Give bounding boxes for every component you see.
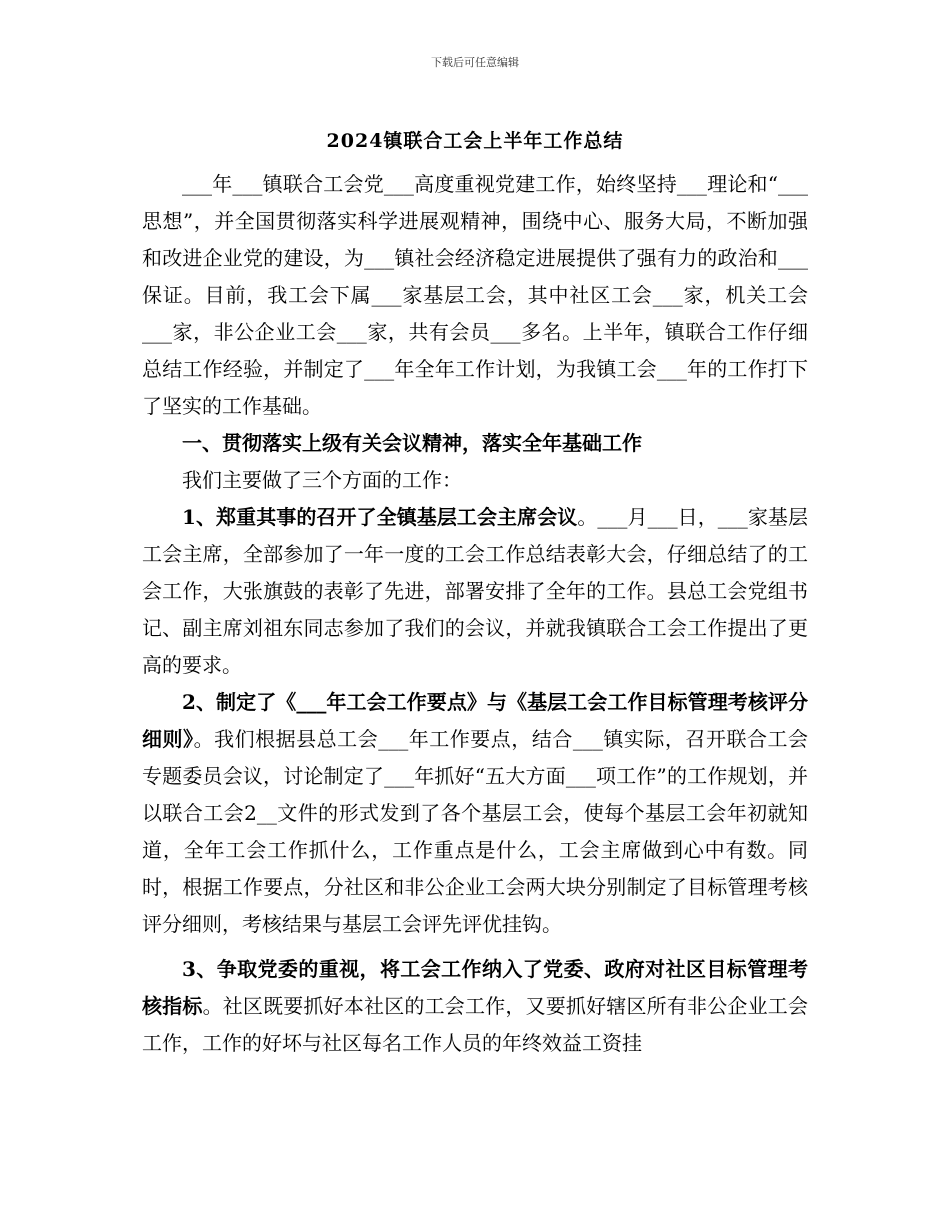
paragraph-item-2 (142, 684, 808, 943)
document-body (142, 166, 808, 1062)
paragraph-item-1 (142, 499, 808, 684)
item-2-text: 。我们根据县总工会___年工作要点，结合___镇实际，召开联合工会专题委员会议，讨论制定了___年抓好“五大方面___项工作”的工作规划，并以联合工会2__文件的形式发到了各个基层工会，使每个基层工会年初就知道，全年工会工作抓什么，工作重点是什么，工会主席做到心中有数。同时，根据工作要点，分社区和非公企业工会两大块分别制定了目标管理考核评分细则，考核结果与基层工会评先评优挂钩。 (142, 727, 809, 936)
section-heading-1: 一、贯彻落实上级有关会议精神，落实全年基础工作 (182, 431, 642, 455)
item-1-heading: 1、郑重其事的召开了全镇基层工会主席会议 (182, 505, 578, 529)
header-note: 下载后可任意编辑 (431, 56, 519, 69)
paragraph-overview: 我们主要做了三个方面的工作： (182, 468, 462, 492)
document-title: 2024镇联合工会上半年工作总结 (326, 130, 624, 152)
item-3-text: 。社区既要抓好本社区的工会工作，又要抓好辖区所有非公企业工会工作，工作的好坏与社区每名工作人员的年终效益工资挂 (142, 994, 808, 1055)
paragraph-intro: ___年___镇联合工会党___高度重视党建工作，始终坚持___理论和“___思想”，并全国贯彻落实科学进展观精神，围绕中心、服务大局，不断加强和改进企业党的建设，为___镇社会经济稳定进展提供了强有力的政治和___保证。目前，我工会下属___家基层工会，其中社区工会___家，机关工会___家，非公企业工会___家，共有会员___多名。上半年，镇联合工作仔细总结工作经验，并制定了___年全年工作计划，为我镇工会___年的工作打下了坚实的工作基础。 (142, 172, 808, 418)
item-1-text: 。___月___日，___家基层工会主席，全部参加了一年一度的工会工作总结表彰大会，仔细总结了的工会工作，大张旗鼓的表彰了先进，部署安排了全年的工作。县总工会党组书记、副主席刘祖东同志参加了我们的会议，并就我镇联合工会工作提出了更高的要求。 (142, 505, 809, 677)
item-3-heading: 3、争取党委的重视，将工会工作纳入了党委、政府对社区目标管理考核指标 (142, 957, 808, 1018)
paragraph-item-3 (142, 951, 808, 1062)
item-2-heading: 2、制定了《___年工会工作要点》与《基层工会工作目标管理考核评分细则》 (142, 690, 808, 751)
